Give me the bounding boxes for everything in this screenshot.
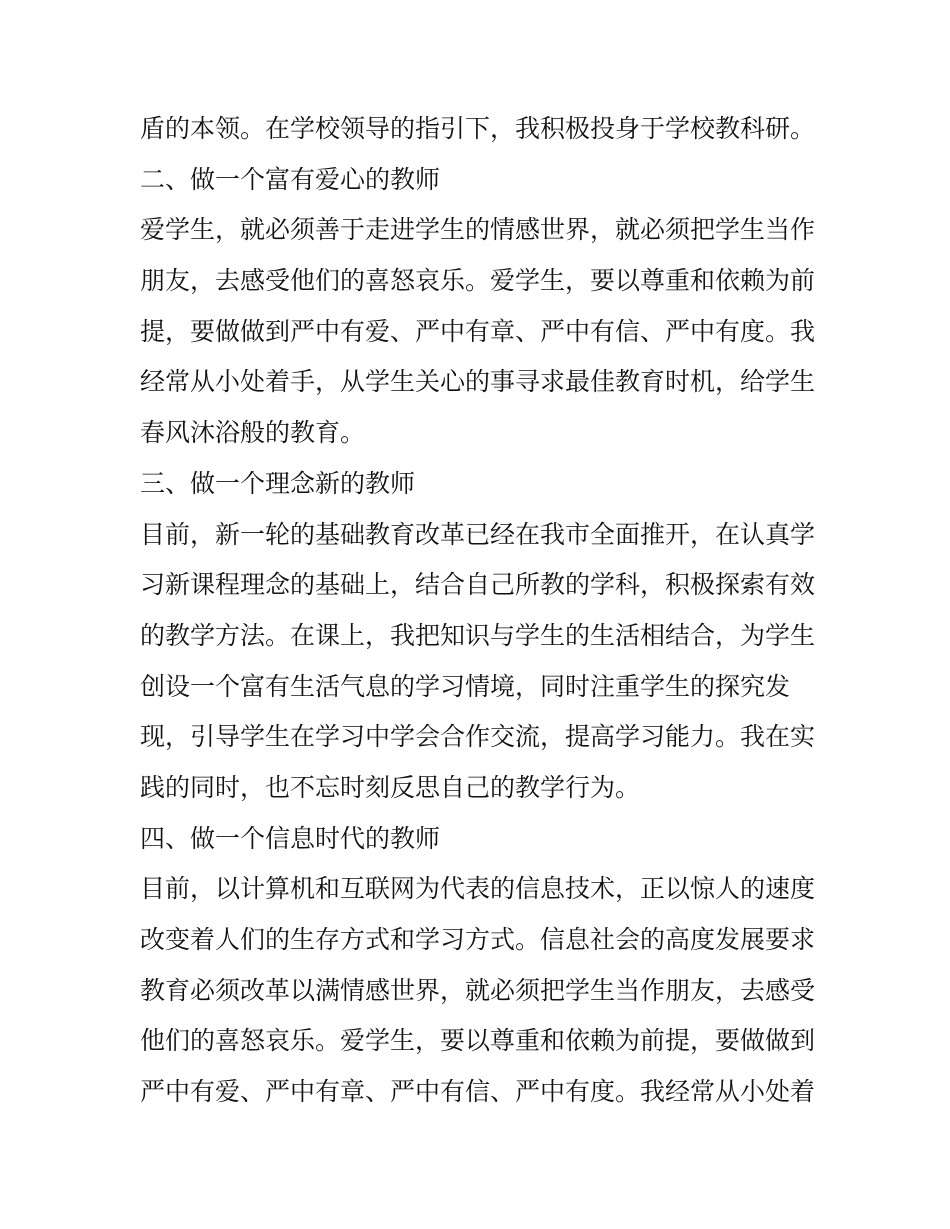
text-line: 习新课程理念的基础上，结合自己所教的学科，积极探索有效 [140,570,816,600]
text-line: 春风沐浴般的教育。 [140,418,366,448]
text-line: 盾的本领。在学校领导的指引下，我积极投身于学校教科研。 [140,114,816,143]
text-line: 严中有爱、严中有章、严中有信、严中有度。我经常从小处着 [140,1077,816,1107]
section-heading: 二、做一个富有爱心的教师 [140,164,441,194]
document-body [140,104,820,1118]
text-line: 创设一个富有生活气息的学习情境，同时注重学生的探究发 [140,671,791,701]
text-line: 提，要做做到严中有爱、严中有章、严中有信、严中有度。我 [140,316,816,346]
text-line: 他们的喜怒哀乐。爱学生，要以尊重和依赖为前提，要做做到 [140,1026,816,1056]
text-line: 目前，新一轮的基础教育改革已经在我市全面推开，在认真学 [140,519,816,549]
text-line: 改变着人们的生存方式和学习方式。信息社会的高度发展要求 [140,925,816,954]
section-heading: 四、做一个信息时代的教师 [140,823,441,853]
text-line: 经常从小处着手，从学生关心的事寻求最佳教育时机，给学生 [140,367,816,397]
text-line: 爱学生，就必须善于走进学生的情感世界，就必须把学生当作 [140,215,816,245]
text-line: 的教学方法。在课上，我把知识与学生的生活相结合，为学生 [140,620,816,650]
text-line: 朋友，去感受他们的喜怒哀乐。爱学生，要以尊重和依赖为前 [140,266,816,296]
text-line: 目前，以计算机和互联网为代表的信息技术，正以惊人的速度 [140,874,816,904]
section-heading: 三、做一个理念新的教师 [140,468,416,498]
text-line: 现，引导学生在学习中学会合作交流，提高学习能力。我在实 [140,722,816,752]
text-line: 践的同时，也不忘时刻反思自己的教学行为。 [140,772,641,802]
text-line: 教育必须改革以满情感世界，就必须把学生当作朋友，去感受 [140,975,816,1005]
